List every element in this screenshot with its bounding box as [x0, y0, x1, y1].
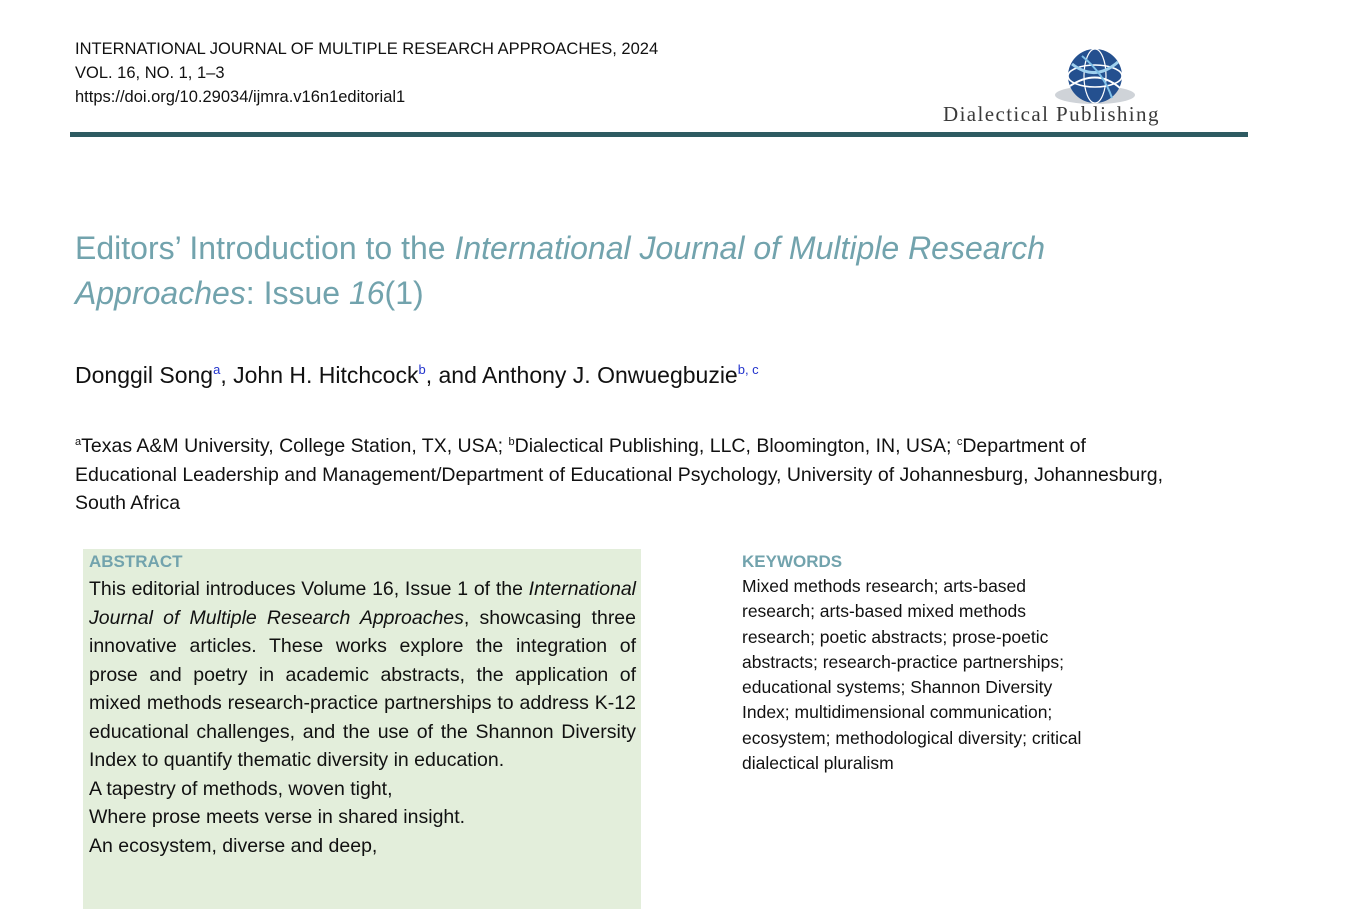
affiliations [75, 428, 1185, 518]
poem-line: A tapestry of methods, woven tight, [89, 777, 393, 800]
title-issue: (1) [384, 275, 424, 311]
author-name: John H. Hitchcock [233, 362, 419, 388]
author-affiliation-link[interactable]: b [418, 362, 426, 377]
title-volume: 16 [348, 275, 385, 311]
journal-line: INTERNATIONAL JOURNAL OF MULTIPLE RESEARCH APPROACHES, 2024 [75, 40, 659, 58]
affiliation-marker: b [508, 436, 515, 448]
title-part: Editors’ Introduction to the [75, 230, 455, 266]
article-header-meta [75, 37, 658, 109]
abstract-heading: ABSTRACT [89, 552, 183, 571]
logo-text: Dialectical Publishing [943, 102, 1160, 126]
author-list [75, 362, 759, 389]
abstract-text: , showcasing three innovative articles. These works explore the integration of prose and poetry in academic abstracts, the application of mixed methods research-practice partnerships to address K-12 educational challenges, and the use of the Shannon Diversity Index to quantify thematic diversity in education. [89, 606, 637, 771]
article-title [75, 226, 1175, 316]
globe-icon [1052, 48, 1138, 106]
poem-line: Where prose meets verse in shared insight. [89, 806, 466, 828]
author-separator: , and [425, 362, 482, 388]
affiliation-text: Texas A&M University, College Station, TX, USA; [81, 435, 509, 457]
abstract-paragraph [89, 575, 636, 775]
author-affiliation-link[interactable]: a [213, 362, 221, 377]
title-journal-name: International Journal of Multiple Research Approaches [75, 230, 1046, 311]
publisher-logo [940, 46, 1250, 128]
abstract-journal-name: International Journal of Multiple Research Approaches [89, 578, 636, 629]
affiliation-marker: c [956, 436, 963, 448]
abstract-text: This editorial introduces Volume 16, Issue 1 of the [89, 578, 529, 600]
keywords-list: Mixed methods research; arts-based research; arts-based mixed methods research; poetic abstracts; prose-poetic abstracts; research-practice partnerships; educational systems; Shannon Diversity Index; multidimensional communication; ecosystem; methodological diversity; critical dialectical pluralism [742, 576, 1082, 774]
title-part: : Issue [245, 275, 349, 311]
keywords-heading: KEYWORDS [742, 552, 843, 571]
affiliation-text: Department of Educational Leadership and Management/Department of Educational Psychology, University of Johannesburg, Johannesburg, South Africa [75, 435, 1163, 514]
volume-line: VOL. 16, NO. 1, 1–3 [75, 64, 225, 82]
author-affiliation-link[interactable]: b, c [737, 362, 759, 377]
abstract-body [89, 575, 636, 860]
author-name: Donggil Song [75, 362, 214, 388]
doi-link[interactable]: https://doi.org/10.29034/ijmra.v16n1editorial1 [75, 88, 406, 106]
author-separator: , [220, 362, 234, 388]
author-name: Anthony J. Onwuegbuzie [482, 362, 738, 388]
abstract-poem [89, 775, 636, 861]
header-divider [70, 132, 1248, 137]
affiliation-marker: a [75, 436, 82, 448]
affiliation-text: Dialectical Publishing, LLC, Bloomington, IN, USA; [514, 435, 957, 457]
poem-line: An ecosystem, diverse and deep, [89, 834, 378, 857]
